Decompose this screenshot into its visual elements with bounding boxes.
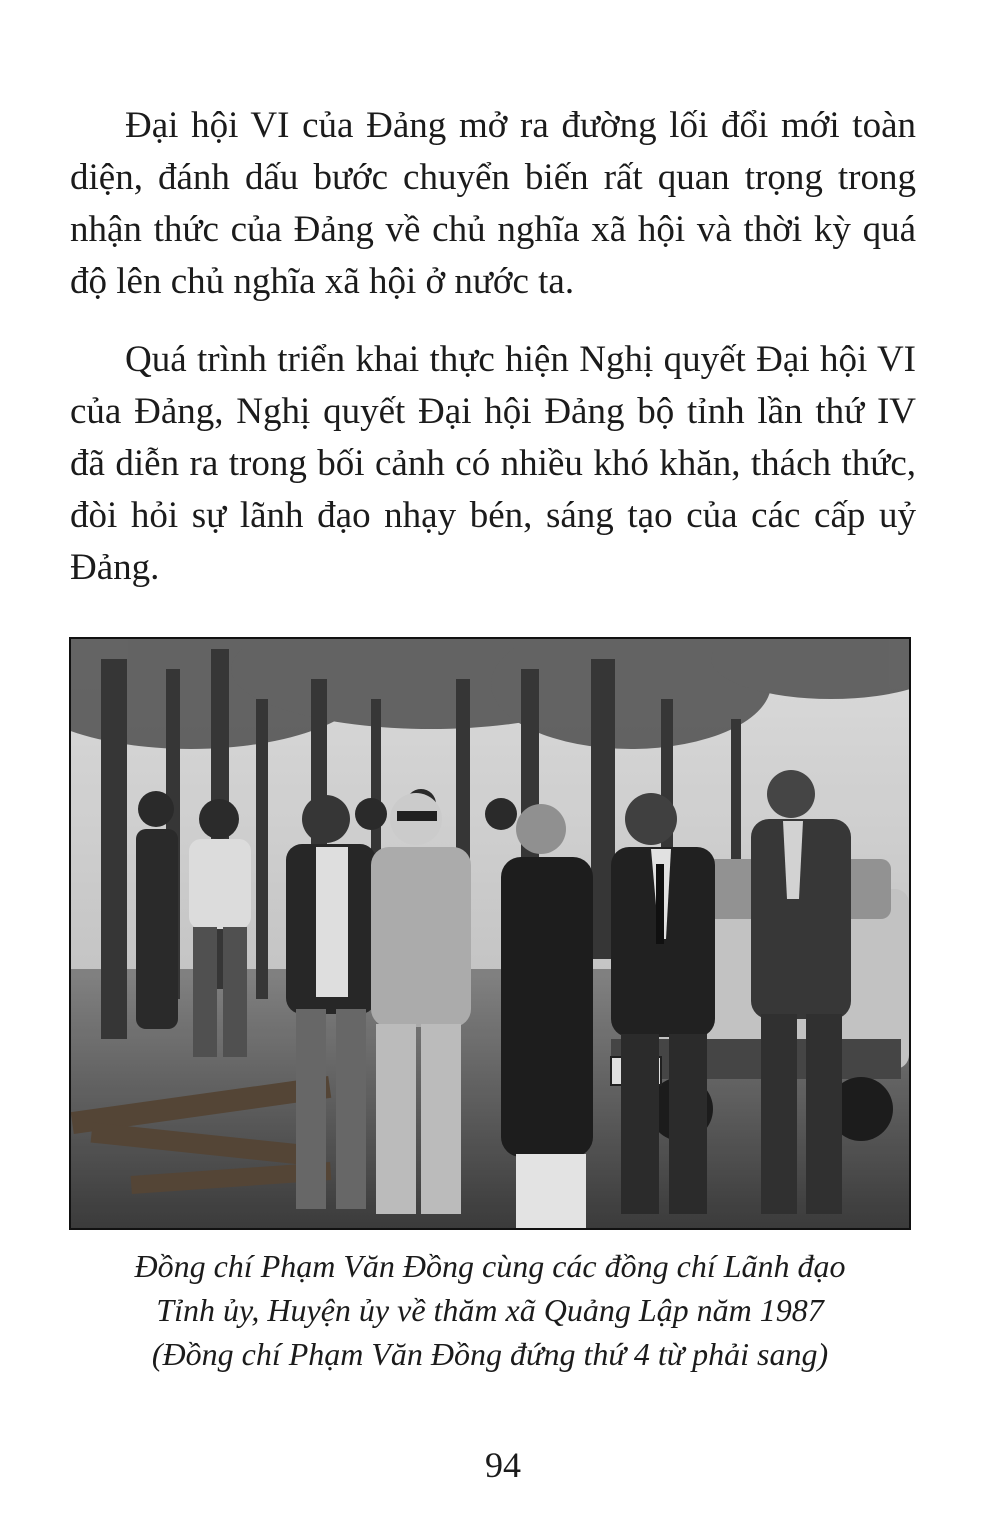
page-number: 94 (485, 1445, 521, 1485)
body-paragraph-1: Đại hội VI của Đảng mở ra đường lối đổi mới toàn diện, đánh dấu bước chuyển biến rất quan trọng trong nhận thức của Đảng về chủ nghĩa xã hội và thời kỳ quá độ lên chủ nghĩa xã hội ở nước ta. (70, 105, 916, 302)
caption-line-2: Tỉnh ủy, Huyện ủy về thăm xã Quảng Lập năm 1987 (156, 1292, 824, 1328)
caption-line-1: Đồng chí Phạm Văn Đồng cùng các đồng chí Lãnh đạo (134, 1248, 846, 1284)
photo-caption (40, 1244, 940, 1376)
body-paragraph-2: Quá trình triển khai thực hiện Nghị quyết Đại hội VI của Đảng, Nghị quyết Đại hội Đảng bộ tỉnh lần thứ IV đã diễn ra trong bối cảnh có nhiều khó khăn, thách thức, đòi hỏi sự lãnh đạo nhạy bén, sáng tạo của các cấp uỷ Đảng. (70, 339, 916, 588)
historical-photo (69, 637, 911, 1230)
caption-line-3: (Đồng chí Phạm Văn Đồng đứng thứ 4 từ phải sang) (151, 1336, 829, 1372)
